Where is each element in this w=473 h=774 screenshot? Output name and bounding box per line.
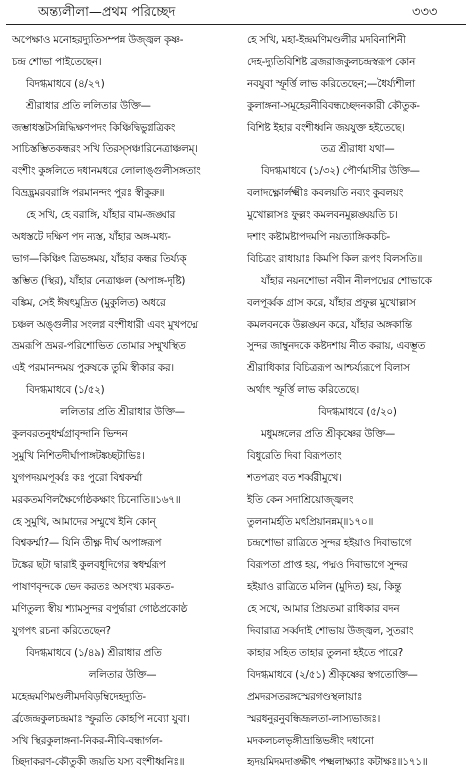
right-column-line: কমলবনকে উল্লঙ্ঘন করে, যাঁহার অঙ্গকান্তি <box>247 318 412 331</box>
left-column-line: ভাগ—কিঞ্চিৎ ত্রিভঙ্গময়, যাঁহার কন্ধর তির্য্যক্ <box>12 252 187 265</box>
right-column-line: বিদগ্ধমাধবে (২/৫১) শ্রীকৃষ্ণের স্বগতোক্তি— <box>247 668 418 681</box>
left-column-line: ভ্রমরূপি ভ্রমর-পরিশোভিত তোমার সম্মুখস্থিত <box>12 340 186 353</box>
page-number: ৩৩৩ <box>412 5 438 20</box>
left-column-line: হে সুমুখি, আমাদের সম্মুখে ইনি কোন্ <box>12 515 156 528</box>
right-column-line: বলপূর্ব্বক গ্রাস করে, যাঁহার প্রফুল্ল মুখোল্লাস <box>247 296 416 309</box>
right-column-line: কাহার সহিত তাহার তুলনা হইতে পারে? <box>247 646 404 659</box>
left-column-line: মরকতমণিলক্ষৈর্গোষ্ঠকক্ষাং চিনোতি॥১৬৭॥ <box>12 493 181 506</box>
right-column <box>247 30 468 769</box>
right-column-line: ইতি কেন সদাশ্রিয়োজ্জ্বলং <box>247 493 354 506</box>
left-column-line: পাষাণবৃন্দকে ভেদ করতঃ অসংখ্য মরকত- <box>12 581 174 594</box>
right-column-line: কুলাঙ্গনা-সমূহেরনীবিবন্ধচ্ছেদনকারী কৌতুক- <box>247 99 420 112</box>
left-column-line: এই পরমানন্দময় পুরুষকে তুমি স্বীকার কর। <box>12 362 174 375</box>
right-column-line: হইয়াও রাত্রিতে মলিন (মুদিত) হয়, কিন্তু <box>247 581 402 594</box>
right-column-line: হে সখি, মহা-ইন্দ্রমণিমণ্ডলীর মদবিনাশিনী <box>247 34 406 46</box>
left-column-line: যুগপৎ রচনা করিতেছেন? <box>12 625 111 638</box>
right-column-line: বিশিষ্ট ইহার বংশীধ্বনি জয়যুক্ত হইতেছে। <box>247 121 405 134</box>
left-column-line: বিভ্রদ্ভ্রমরবরাঙ্গি পরমানন্দং পুরঃ স্বীকুরু॥ <box>12 187 165 200</box>
right-column-line: অর্থাৎ স্ফূর্ত্তি লাভ করিতেছে। <box>247 384 360 397</box>
right-column-line: হৃদয়মিদমদাঙ্ক্ষীৎ পক্ষ্মলাক্ষ্যাঃ কটাক্ষঃ॥১৭১॥ <box>247 756 428 769</box>
right-column-line: সুন্দর জাম্বুনদকে কষ্টদশায় নীত করায়, এবম্ভূত <box>247 340 426 353</box>
left-column-line: বিদগ্ধমাধবে (৪/২৭) <box>26 77 105 90</box>
right-column-line: তত্র শ্রীরাধা যথা— <box>320 143 395 156</box>
page-header <box>0 0 473 22</box>
left-column-line: স্তম্ভিত (স্থির), যাঁহার নেত্রাঞ্চল (অপাঙ্গ-দৃষ্টি) <box>12 274 186 287</box>
left-column-line: বংশীং কুঙ্গলিতে দধানমধরে লোলাঙ্গুলীসঙ্গতাং <box>12 165 201 178</box>
right-column-line: মদকলচলভৃঙ্গীভ্রান্তিভঙ্গীং দধানো <box>247 734 374 747</box>
right-column-line: চন্দ্রশোভা রাত্রিতে সুন্দর হইয়াও দিবাভাগে <box>247 537 412 550</box>
right-column-line: বিদগ্ধমাধবে (৫/২০) <box>318 406 397 419</box>
left-column-line: অধস্তটে দক্ষিণ পদ ন্যস্ত, যাঁহার অঙ্গ-মধ্য- <box>12 231 171 244</box>
right-column-line: বিদগ্ধমাধবে (১/৩২) পৌর্ণমাসীর উক্তি— <box>261 165 420 178</box>
left-column-line: ললিতার প্রতি শ্রীরাধার উক্তি— <box>60 406 185 419</box>
right-column-line: প্রমদরসতরঙ্গস্মেরগণ্ডস্থলায়াঃ <box>247 690 363 703</box>
left-column-line: বঙ্কিম, সেই ঈষৎমুদ্রিত (মুকুলিত) অধরে <box>12 296 166 309</box>
right-column-line: বিরূপতা প্রাপ্ত হয়, পদ্মও দিবাভাগে সুন্দর <box>247 559 408 572</box>
left-column-line: মণিতুল্য স্বীয় শ্যামসুন্দর বপুর্দ্বারা গোষ্ঠপ্রকোষ্ঠ <box>12 603 188 616</box>
left-column-line: কুলবরতনুধর্ম্মগ্রাবৃন্দানি ভিন্দন <box>12 428 128 441</box>
left-column-line: চ্ছিদাকরণ-কৌতুকী জয়তি যস্য বংশীধ্বনিঃ॥ <box>12 756 185 769</box>
left-column-line: সুমুখি নিশিতদীর্ঘাপাঙ্গটঙ্কচ্ছটাভিঃ। <box>12 449 145 462</box>
right-column-line: শ্রীরাধিকার বিচিত্ররূপ আশ্চর্য্যরূপে বিলাস <box>247 362 410 375</box>
header-rule <box>6 24 466 25</box>
right-column-line: দেহ-দ্যুতিবিশিষ্ট ব্রজরাজকুলচন্দ্রস্বরূপ কোন <box>247 55 416 68</box>
left-column-line: চঞ্চল অঙ্গুলীর সংলগ্ন বংশীধারী এবং মুখপদ্মে <box>12 318 198 331</box>
left-column-line: জম্ভাধস্তটসন্নিদ্ধিক্ষণপদং কিঞ্চিদ্বিভুগ্নত্রিকং <box>12 121 176 134</box>
left-column-line: টঙ্কের ছটা দ্বারাই কুলবধূদিগের স্বধর্ম্মরূপ <box>12 559 166 572</box>
left-column-line: যুগপদয়মপূর্ব্বঃ কঃ পুরো বিশ্বকর্ম্মা <box>12 471 143 484</box>
left-column-line: মহেন্দ্রমণিমণ্ডলীমদবিড়ম্বিদেহদ্যুতি- <box>12 690 146 703</box>
running-title: অন্ত্যলীলা—প্রথম পরিচ্ছেদ <box>38 5 176 20</box>
right-column-line: শতপত্রং বত শর্ব্বরীমুখে। <box>247 471 342 484</box>
right-column-line: মুখোল্লাসঃ ফুল্লং কমলবনমুল্লঙ্ঘয়তি চ। <box>247 209 398 222</box>
right-column-line: নবযুবা স্ফূর্ত্তি লাভ করিতেছেন;—ধৈর্য্যশীলা <box>247 77 415 90</box>
right-column-line: তুলনামর্হতি মৎপ্রিয়ানন্নম্॥১৭০॥ <box>247 515 374 528</box>
left-column <box>12 30 233 769</box>
left-column-line: সখি স্থিরকুলাঙ্গনা-নিকর-নীবি-বন্ধার্গল- <box>12 734 163 747</box>
right-column-line: মধুমঙ্গলের প্রতি শ্রীকৃষ্ণের উক্তি— <box>261 428 396 441</box>
right-column-line: বলাদক্ষ্ণোর্লক্ষ্মীঃ কবলয়তি নব্যং কুবলয়ং <box>247 187 404 200</box>
left-column-line: ললিতার উক্তি— <box>88 668 157 681</box>
left-column-line: অপেক্ষাও মনোহরদ্যুতিসম্পন্ন উজ্জ্বল কৃষ্ণ- <box>12 34 184 46</box>
left-column-line: বিশ্বকর্ম্মা?— যিনি তীক্ষ্ণ দীর্ঘ অপাঙ্গরূপ <box>12 537 162 550</box>
left-column-line: সাচিস্তম্ভিতকন্ধরং সখি তিরস্সঞ্চারিনেত্রাঞ্চলম্। <box>12 143 198 156</box>
left-column-line: র্ব্রজেন্দ্রকুলচন্দ্রমাঃ স্ফুরতি কোহপি নব্যো যুবা। <box>12 712 190 725</box>
right-column-line: হে সখে, আমার প্রিয়তমা রাধিকার বদন <box>247 603 400 616</box>
left-column-line: হে সখি, হে বরাঙ্গি, যাঁহার বাম-জঙ্ঘার <box>26 209 176 222</box>
right-column-line: বিচিত্রং রাধায়াঃ কিমপি কিল রূপং বিলসতি॥ <box>247 252 423 265</box>
left-column-line: চন্দ্র শোভা পাইতেছেন। <box>12 55 102 68</box>
right-column-line: স্মরধনুরনুবন্ধিভ্রূলতা-লাস্যভাজঃ। <box>247 712 381 725</box>
left-column-line: বিদগ্ধমাধবে (১/৫২) <box>26 384 105 397</box>
right-column-line: দশাং কষ্টামষ্টাপদমপি নয়ত্যাঙ্গিককচি- <box>247 231 391 244</box>
right-column-line: যাঁহার নয়নশোভা নবীন নীলপদ্মের শোভাকে <box>261 274 432 287</box>
right-column-line: দিবারাত্র সর্ব্বদাই শোভায় উজ্জ্বল, সুতরাং <box>247 625 414 638</box>
left-column-line: বিদগ্ধমাধবে (১/৪৯) শ্রীরাধার প্রতি <box>26 646 162 659</box>
left-column-line: শ্রীরাধার প্রতি ললিতার উক্তি— <box>26 99 151 112</box>
right-column-line: বিধুরেতি দিবা বিরূপতাং <box>247 449 342 462</box>
